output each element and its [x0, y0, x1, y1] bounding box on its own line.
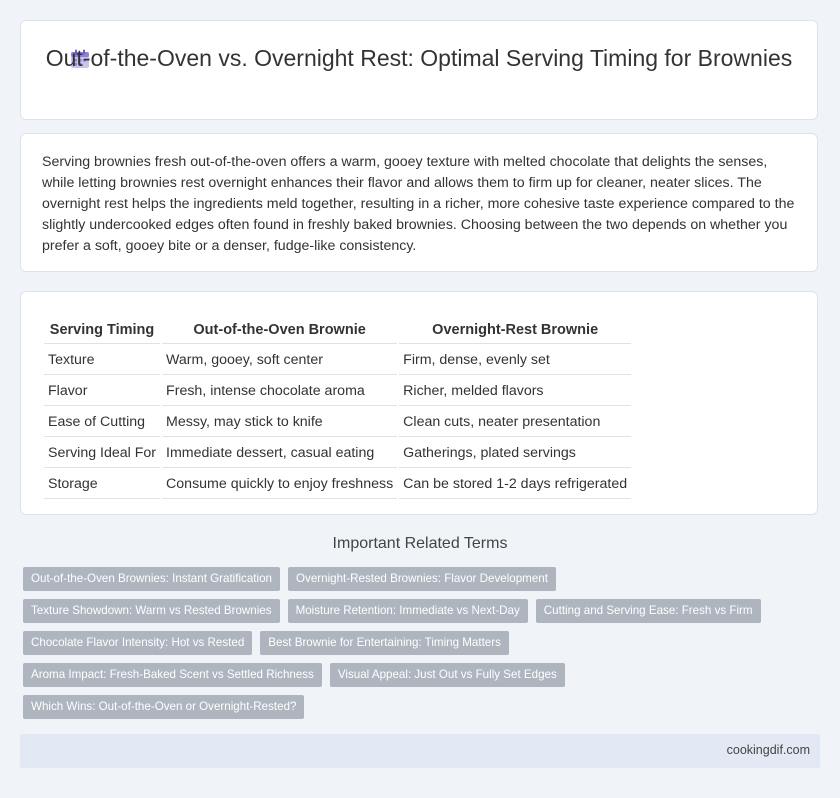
column-header: Serving Timing — [44, 317, 160, 344]
table-row — [44, 439, 631, 468]
intro-paragraph: Serving brownies fresh out-of-the-oven offers a warm, gooey texture with melted chocolate that delights the senses, while letting brownies rest overnight enhances their flavor and allows them to firm up for cleaner, neater slices. The overnight rest helps the ingredients meld together, resulting in a richer, more cohesive taste experience compared to the slightly undercooked edges often found in freshly baked brownies. Choosing between the two depends on whether you prefer a soft, gooey bite or a denser, fudge-like consistency. — [42, 154, 795, 254]
table-cell: Messy, may stick to knife — [162, 408, 397, 437]
related-term-tag[interactable]: Out-of-the-Oven Brownies: Instant Gratification — [23, 567, 280, 591]
title-card — [20, 20, 818, 120]
related-term-tag[interactable]: Overnight-Rested Brownies: Flavor Development — [288, 567, 556, 591]
table-row — [44, 408, 631, 437]
related-term-tag[interactable]: Chocolate Flavor Intensity: Hot vs Rested — [23, 631, 252, 655]
column-header: Overnight-Rest Brownie — [399, 317, 631, 344]
table-cell: Immediate dessert, casual eating — [162, 439, 397, 468]
table-cell: Warm, gooey, soft center — [162, 346, 397, 375]
related-term-tag[interactable]: Cutting and Serving Ease: Fresh vs Firm — [536, 599, 761, 623]
related-term-tag[interactable]: Texture Showdown: Warm vs Rested Brownies — [23, 599, 280, 623]
related-term-tag[interactable]: Aroma Impact: Fresh-Baked Scent vs Settled Richness — [23, 663, 322, 687]
comparison-table — [42, 315, 633, 501]
table-cell: Flavor — [44, 377, 160, 406]
table-row — [44, 377, 631, 406]
table-cell: Can be stored 1-2 days refrigerated — [399, 470, 631, 499]
column-header: Out-of-the-Oven Brownie — [162, 317, 397, 344]
related-term-tag[interactable]: Visual Appeal: Just Out vs Fully Set Edges — [330, 663, 565, 687]
related-terms-heading: Important Related Terms — [332, 535, 508, 552]
footer — [20, 734, 820, 768]
related-term-tag[interactable]: Moisture Retention: Immediate vs Next-Day — [288, 599, 528, 623]
table-cell: Ease of Cutting — [44, 408, 160, 437]
table-cell: Texture — [44, 346, 160, 375]
table-cell: Fresh, intense chocolate aroma — [162, 377, 397, 406]
related-terms-list — [23, 567, 813, 719]
related-term-tag[interactable]: Which Wins: Out-of-the-Oven or Overnight-Rested? — [23, 695, 304, 719]
table-cell: Storage — [44, 470, 160, 499]
table-row — [44, 470, 631, 499]
table-cell: Richer, melded flavors — [399, 377, 631, 406]
footer-site-link[interactable]: cookingdif.com — [726, 743, 810, 757]
page-title: Out-of-the-Oven vs. Overnight Rest: Optimal Serving Timing for Brownies — [45, 45, 793, 71]
table-cell: Gatherings, plated servings — [399, 439, 631, 468]
comparison-card — [20, 291, 818, 515]
table-cell: Firm, dense, evenly set — [399, 346, 631, 375]
table-cell: Clean cuts, neater presentation — [399, 408, 631, 437]
intro-card — [20, 133, 818, 272]
table-cell: Consume quickly to enjoy freshness — [162, 470, 397, 499]
table-header-row — [44, 317, 631, 344]
related-term-tag[interactable]: Best Brownie for Entertaining: Timing Matters — [260, 631, 509, 655]
table-cell: Serving Ideal For — [44, 439, 160, 468]
table-row — [44, 346, 631, 375]
